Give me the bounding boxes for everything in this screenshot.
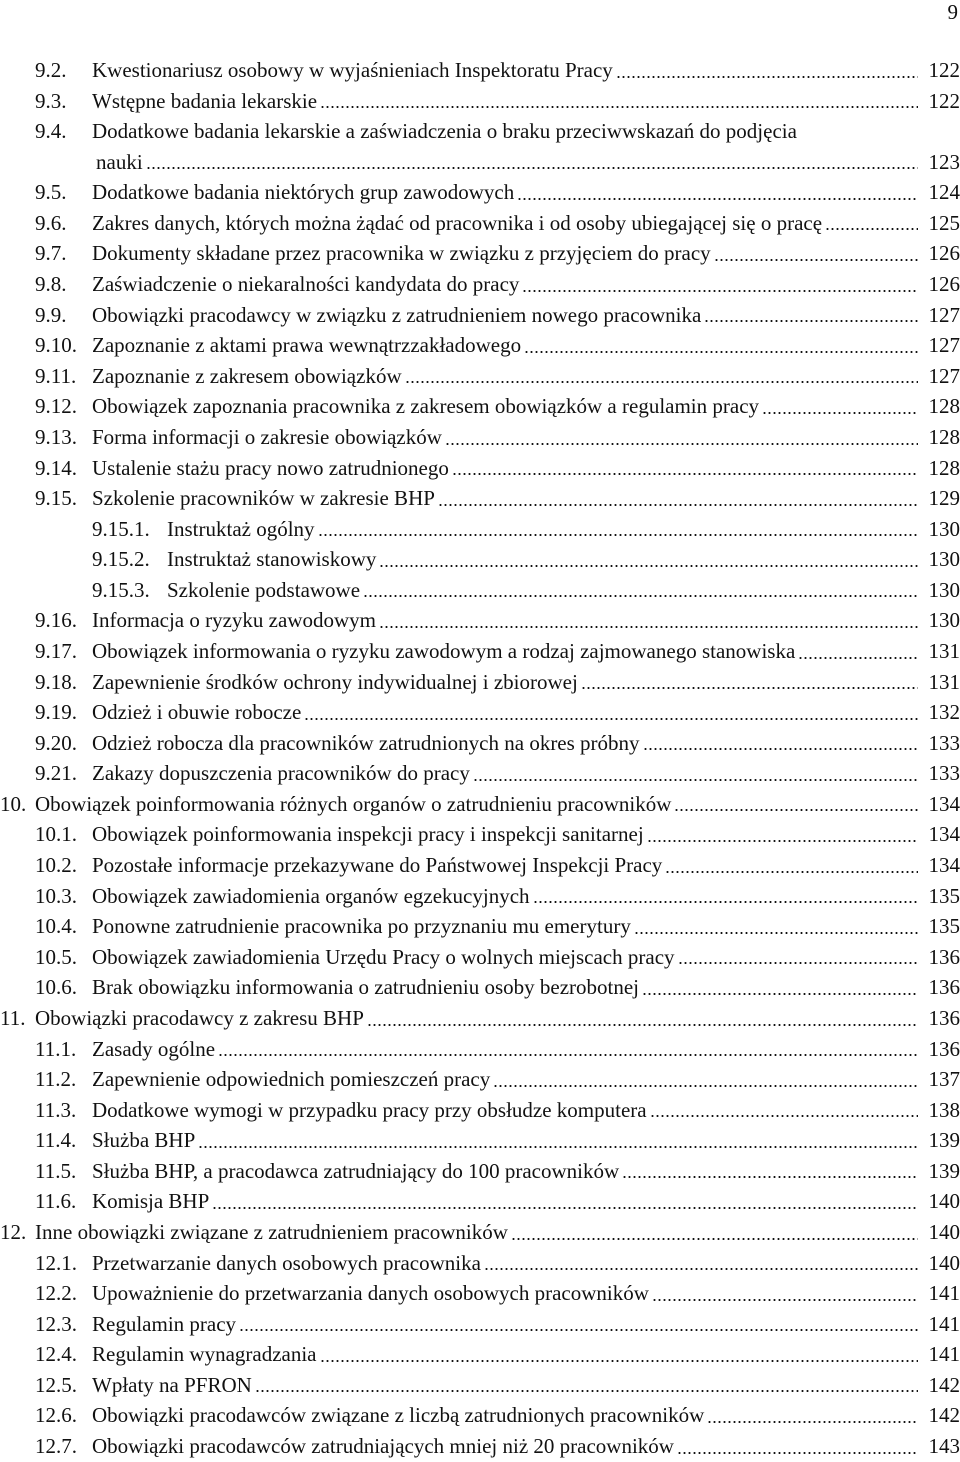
toc-entry-page: 134 <box>918 819 960 850</box>
toc-entry-number: 9.5. <box>35 177 68 208</box>
toc-entry-number: 12.3. <box>35 1309 78 1340</box>
toc-entry-title: Obowiązek poinformowania inspekcji pracy i inspekcji sanitarnej <box>92 819 645 850</box>
toc-entry-title: Instruktaż ogólny <box>167 514 316 545</box>
toc-entry-page: 141 <box>918 1278 960 1309</box>
toc-entry-page: 136 <box>918 1034 960 1065</box>
toc-entry-page: 140 <box>918 1186 960 1217</box>
toc-entry-number: 9.7. <box>35 238 68 269</box>
toc-entry-title: Informacja o ryzyku zawodowym <box>92 605 377 636</box>
toc-entry[interactable] <box>0 819 960 850</box>
toc-entry-page: 122 <box>918 55 960 86</box>
toc-entry[interactable] <box>0 300 960 331</box>
dot-leader <box>517 198 920 200</box>
toc-entry-page: 133 <box>918 728 960 759</box>
toc-entry-title: Zapoznanie z aktami prawa wewnątrzzakładowego <box>92 330 522 361</box>
toc-entry-number: 10.4. <box>35 911 78 942</box>
page-number: 9 <box>947 0 958 24</box>
toc-entry-page: 122 <box>918 86 960 117</box>
toc-entry-page: 128 <box>918 422 960 453</box>
toc-entry[interactable] <box>0 667 960 698</box>
toc-entry-title: Regulamin pracy <box>92 1309 237 1340</box>
toc-entry[interactable] <box>0 208 960 239</box>
toc-entry-number: 10.2. <box>35 850 78 881</box>
toc-entry-number: 12.5. <box>35 1370 78 1401</box>
toc-entry-number: 11. <box>0 1003 26 1034</box>
dot-leader <box>318 534 920 536</box>
toc-entry-page: 132 <box>918 697 960 728</box>
toc-entry-page: 125 <box>918 208 960 239</box>
dot-leader <box>714 259 920 261</box>
toc-entry[interactable] <box>0 1278 960 1309</box>
toc-entry[interactable] <box>0 1309 960 1340</box>
toc-entry[interactable] <box>0 269 960 300</box>
toc-entry[interactable] <box>0 422 960 453</box>
toc-entry-page: 124 <box>918 177 960 208</box>
dot-leader <box>320 106 920 108</box>
toc-entry-number: 9.10. <box>35 330 78 361</box>
toc-entry-title: Wstępne badania lekarskie <box>92 86 318 117</box>
toc-entry-number: 9.15.3. <box>92 575 151 606</box>
toc-entry-page: 134 <box>918 850 960 881</box>
toc-entry-title: Obowiązek poinformowania różnych organów o zatrudnieniu pracowników <box>35 789 672 820</box>
toc-entry[interactable] <box>0 86 960 117</box>
toc-entry[interactable] <box>0 1431 960 1462</box>
toc-entry-page: 127 <box>918 300 960 331</box>
toc-entry-page: 129 <box>918 483 960 514</box>
dot-leader <box>405 381 920 383</box>
toc-entry-page: 127 <box>918 330 960 361</box>
toc-entry[interactable] <box>0 881 960 912</box>
toc-entry-title: Odzież i obuwie robocze <box>92 697 302 728</box>
toc-entry[interactable] <box>0 911 960 942</box>
toc-entry[interactable] <box>0 1003 960 1034</box>
toc-entry-number: 11.6. <box>35 1186 77 1217</box>
dot-leader <box>704 320 920 322</box>
toc-entry[interactable] <box>0 147 960 178</box>
dot-leader <box>622 1176 920 1178</box>
toc-entry-title: Szkolenie pracowników w zakresie BHP <box>92 483 436 514</box>
toc-entry-title: Zasady ogólne <box>92 1034 216 1065</box>
dot-leader <box>642 993 920 995</box>
toc-entry[interactable] <box>0 972 960 1003</box>
dot-leader <box>379 565 920 567</box>
toc-entry-number: 12.6. <box>35 1400 78 1431</box>
toc-entry-page: 135 <box>918 911 960 942</box>
toc-entry-page: 136 <box>918 972 960 1003</box>
toc-entry-page: 135 <box>918 881 960 912</box>
toc-entry-number: 9.18. <box>35 667 78 698</box>
toc-entry-number: 9.16. <box>35 605 78 636</box>
toc-entry-page: 131 <box>918 636 960 667</box>
toc-entry[interactable] <box>0 1186 960 1217</box>
toc-entry-number: 9.19. <box>35 697 78 728</box>
toc-entry-number: 9.15.1. <box>92 514 151 545</box>
toc-entry-title: Ponowne zatrudnienie pracownika po przyznaniu mu emerytury <box>92 911 632 942</box>
toc-entry[interactable] <box>0 850 960 881</box>
toc-entry[interactable] <box>0 330 960 361</box>
toc-entry-number: 11.3. <box>35 1095 77 1126</box>
dot-leader <box>445 443 920 445</box>
toc-entry-page: 126 <box>918 238 960 269</box>
table-of-contents <box>0 55 960 1462</box>
dot-leader <box>524 351 920 353</box>
toc-entry-page: 139 <box>918 1156 960 1187</box>
toc-entry-title: Dodatkowe wymogi w przypadku pracy przy obsłudze komputera <box>92 1095 648 1126</box>
toc-entry[interactable] <box>0 1217 960 1248</box>
toc-entry-number: 9.15. <box>35 483 78 514</box>
toc-entry-page: 138 <box>918 1095 960 1126</box>
toc-entry-title: nauki <box>96 147 144 178</box>
toc-entry-title: Komisja BHP <box>92 1186 210 1217</box>
toc-entry-title: Obowiązek zawiadomienia Urzędu Pracy o wolnych miejscach pracy <box>92 942 676 973</box>
toc-entry-title: Dokumenty składane przez pracownika w związku z przyjęciem do pracy <box>92 238 712 269</box>
toc-entry-page: 140 <box>918 1248 960 1279</box>
toc-entry-title: Obowiązki pracodawcy z zakresu BHP <box>35 1003 365 1034</box>
dot-leader <box>707 1421 920 1423</box>
toc-entry-title: Służba BHP, a pracodawca zatrudniający do 100 pracowników <box>92 1156 620 1187</box>
dot-leader <box>452 473 920 475</box>
dot-leader <box>674 809 920 811</box>
dot-leader <box>798 657 920 659</box>
toc-entry-page: 141 <box>918 1339 960 1370</box>
toc-entry-page: 133 <box>918 758 960 789</box>
toc-entry-number: 9.8. <box>35 269 68 300</box>
dot-leader <box>484 1268 920 1270</box>
toc-entry-title: Ustalenie stażu pracy nowo zatrudnionego <box>92 453 450 484</box>
toc-entry-title: Zaświadczenie o niekaralności kandydata do pracy <box>92 269 520 300</box>
toc-entry[interactable] <box>0 575 960 606</box>
dot-leader <box>825 228 920 230</box>
toc-entry[interactable] <box>0 1034 960 1065</box>
toc-entry-title: Instruktaż stanowiskowy <box>167 544 377 575</box>
toc-entry-title: Obowiązek zapoznania pracownika z zakresem obowiązków a regulamin pracy <box>92 391 760 422</box>
dot-leader <box>212 1207 920 1209</box>
toc-entry-page: 126 <box>918 269 960 300</box>
toc-entry-title: Brak obowiązku informowania o zatrudnieniu osoby bezrobotnej <box>92 972 640 1003</box>
toc-entry[interactable] <box>0 789 960 820</box>
toc-entry-page: 128 <box>918 391 960 422</box>
toc-entry-page: 136 <box>918 942 960 973</box>
toc-entry[interactable] <box>0 697 960 728</box>
toc-entry-number: 12.1. <box>35 1248 78 1279</box>
toc-entry-number: 10.6. <box>35 972 78 1003</box>
toc-entry-title: Zakres danych, których można żądać od pracownika i od osoby ubiegającej się o pracę <box>92 208 823 239</box>
dot-leader <box>473 779 920 781</box>
toc-entry-title: Szkolenie podstawowe <box>167 575 361 606</box>
dot-leader <box>218 1054 920 1056</box>
dot-leader <box>616 76 920 78</box>
toc-entry-number: 9.11. <box>35 361 77 392</box>
toc-entry-page: 130 <box>918 575 960 606</box>
toc-entry-title: Forma informacji o zakresie obowiązków <box>92 422 443 453</box>
toc-entry-page: 130 <box>918 544 960 575</box>
toc-entry-page: 141 <box>918 1309 960 1340</box>
dot-leader <box>678 962 920 964</box>
toc-entry-page: 127 <box>918 361 960 392</box>
toc-entry-number: 11.5. <box>35 1156 77 1187</box>
toc-entry-page: 130 <box>918 514 960 545</box>
toc-entry-title: Zapewnienie odpowiednich pomieszczeń pracy <box>92 1064 491 1095</box>
toc-entry[interactable] <box>0 361 960 392</box>
toc-entry-number: 9.14. <box>35 453 78 484</box>
toc-entry-title: Kwestionariusz osobowy w wyjaśnieniach Inspektoratu Pracy <box>92 55 614 86</box>
toc-entry-page: 130 <box>918 605 960 636</box>
toc-entry-number: 9.13. <box>35 422 78 453</box>
dot-leader <box>511 1238 920 1240</box>
toc-entry-title: Inne obowiązki związane z zatrudnieniem pracowników <box>35 1217 509 1248</box>
toc-entry-title: Dodatkowe badania niektórych grup zawodowych <box>92 177 515 208</box>
toc-entry-number: 9.3. <box>35 86 68 117</box>
toc-entry-number: 12. <box>0 1217 27 1248</box>
toc-entry[interactable] <box>0 942 960 973</box>
toc-entry-page: 142 <box>918 1400 960 1431</box>
dot-leader <box>367 1024 920 1026</box>
toc-entry-number: 10.5. <box>35 942 78 973</box>
toc-entry-page: 134 <box>918 789 960 820</box>
toc-entry[interactable] <box>0 758 960 789</box>
dot-leader <box>643 748 920 750</box>
toc-entry-number: 10. <box>0 789 27 820</box>
toc-entry[interactable] <box>0 544 960 575</box>
toc-entry[interactable] <box>0 238 960 269</box>
dot-leader <box>198 1146 920 1148</box>
toc-entry[interactable] <box>0 1156 960 1187</box>
toc-entry-title: Obowiązek informowania o ryzyku zawodowym a rodzaj zajmowanego stanowiska <box>92 636 796 667</box>
dot-leader <box>762 412 920 414</box>
toc-entry[interactable] <box>0 514 960 545</box>
toc-entry-number: 9.20. <box>35 728 78 759</box>
toc-entry-number: 9.21. <box>35 758 78 789</box>
toc-entry-title: Obowiązki pracodawców związane z liczbą zatrudnionych pracowników <box>92 1400 705 1431</box>
toc-entry-title: Upoważnienie do przetwarzania danych osobowych pracowników <box>92 1278 650 1309</box>
toc-entry-number: 12.7. <box>35 1431 78 1462</box>
toc-entry-title: Zakazy dopuszczenia pracowników do pracy <box>92 758 471 789</box>
toc-entry-page: 142 <box>918 1370 960 1401</box>
toc-entry-title: Zapoznanie z zakresem obowiązków <box>92 361 403 392</box>
toc-entry-number: 9.12. <box>35 391 78 422</box>
toc-entry-page: 137 <box>918 1064 960 1095</box>
toc-entry-title: Dodatkowe badania lekarskie a zaświadczenia o braku przeciwwskazań do podjęcia <box>92 116 798 147</box>
toc-entry-title: Obowiązek zawiadomienia organów egzekucyjnych <box>92 881 531 912</box>
dot-leader <box>363 595 920 597</box>
toc-entry-title: Pozostałe informacje przekazywane do Państwowej Inspekcji Pracy <box>92 850 663 881</box>
toc-entry-number: 12.2. <box>35 1278 78 1309</box>
dot-leader <box>522 290 920 292</box>
dot-leader <box>255 1390 920 1392</box>
toc-entry-number: 9.17. <box>35 636 78 667</box>
dot-leader <box>652 1299 920 1301</box>
toc-entry-title: Wpłaty na PFRON <box>92 1370 253 1401</box>
toc-entry-page: 131 <box>918 667 960 698</box>
toc-entry-title: Odzież robocza dla pracowników zatrudnionych na okres próbny <box>92 728 641 759</box>
toc-entry-number: 10.1. <box>35 819 78 850</box>
toc-entry-page: 136 <box>918 1003 960 1034</box>
toc-entry-title: Obowiązki pracodawcy w związku z zatrudnieniem nowego pracownika <box>92 300 702 331</box>
toc-entry[interactable] <box>0 1370 960 1401</box>
toc-entry-title: Zapewnienie środków ochrony indywidualnej i zbiorowej <box>92 667 579 698</box>
dot-leader <box>239 1329 920 1331</box>
toc-entry-number: 9.6. <box>35 208 68 239</box>
toc-entry[interactable] <box>0 1125 960 1156</box>
toc-entry-number: 11.1. <box>35 1034 77 1065</box>
toc-entry[interactable] <box>0 1064 960 1095</box>
dot-leader <box>533 901 920 903</box>
toc-entry-number: 11.4. <box>35 1125 77 1156</box>
toc-entry[interactable] <box>0 1400 960 1431</box>
toc-entry[interactable] <box>0 116 960 147</box>
dot-leader <box>320 1360 920 1362</box>
toc-entry-title: Regulamin wynagradzania <box>92 1339 318 1370</box>
toc-entry-page: 139 <box>918 1125 960 1156</box>
toc-entry-number: 9.9. <box>35 300 68 331</box>
toc-entry[interactable] <box>0 177 960 208</box>
toc-entry[interactable] <box>0 391 960 422</box>
toc-entry[interactable] <box>0 1248 960 1279</box>
toc-entry-number: 9.4. <box>35 116 68 147</box>
toc-entry-title: Służba BHP <box>92 1125 196 1156</box>
toc-entry[interactable] <box>0 55 960 86</box>
toc-entry[interactable] <box>0 728 960 759</box>
toc-entry[interactable] <box>0 636 960 667</box>
toc-entry[interactable] <box>0 605 960 636</box>
dot-leader <box>146 167 920 169</box>
toc-entry[interactable] <box>0 483 960 514</box>
dot-leader <box>665 871 920 873</box>
dot-leader <box>634 932 920 934</box>
toc-entry-page: 123 <box>918 147 960 178</box>
toc-entry-number: 10.3. <box>35 881 78 912</box>
toc-entry-number: 9.2. <box>35 55 68 86</box>
toc-entry[interactable] <box>0 1095 960 1126</box>
toc-entry-page: 140 <box>918 1217 960 1248</box>
toc-entry-number: 12.4. <box>35 1339 78 1370</box>
toc-entry-number: 9.15.2. <box>92 544 151 575</box>
toc-entry-title: Obowiązki pracodawców zatrudniających mniej niż 20 pracowników <box>92 1431 675 1462</box>
toc-entry-title: Przetwarzanie danych osobowych pracownika <box>92 1248 482 1279</box>
dot-leader <box>650 1115 920 1117</box>
toc-entry[interactable] <box>0 453 960 484</box>
toc-entry-page: 128 <box>918 453 960 484</box>
dot-leader <box>647 840 920 842</box>
toc-entry-number: 11.2. <box>35 1064 77 1095</box>
dot-leader <box>438 504 920 506</box>
dot-leader <box>304 718 920 720</box>
dot-leader <box>379 626 920 628</box>
toc-entry-page: 143 <box>918 1431 960 1462</box>
dot-leader <box>581 687 920 689</box>
toc-entry[interactable] <box>0 1339 960 1370</box>
dot-leader <box>493 1085 920 1087</box>
